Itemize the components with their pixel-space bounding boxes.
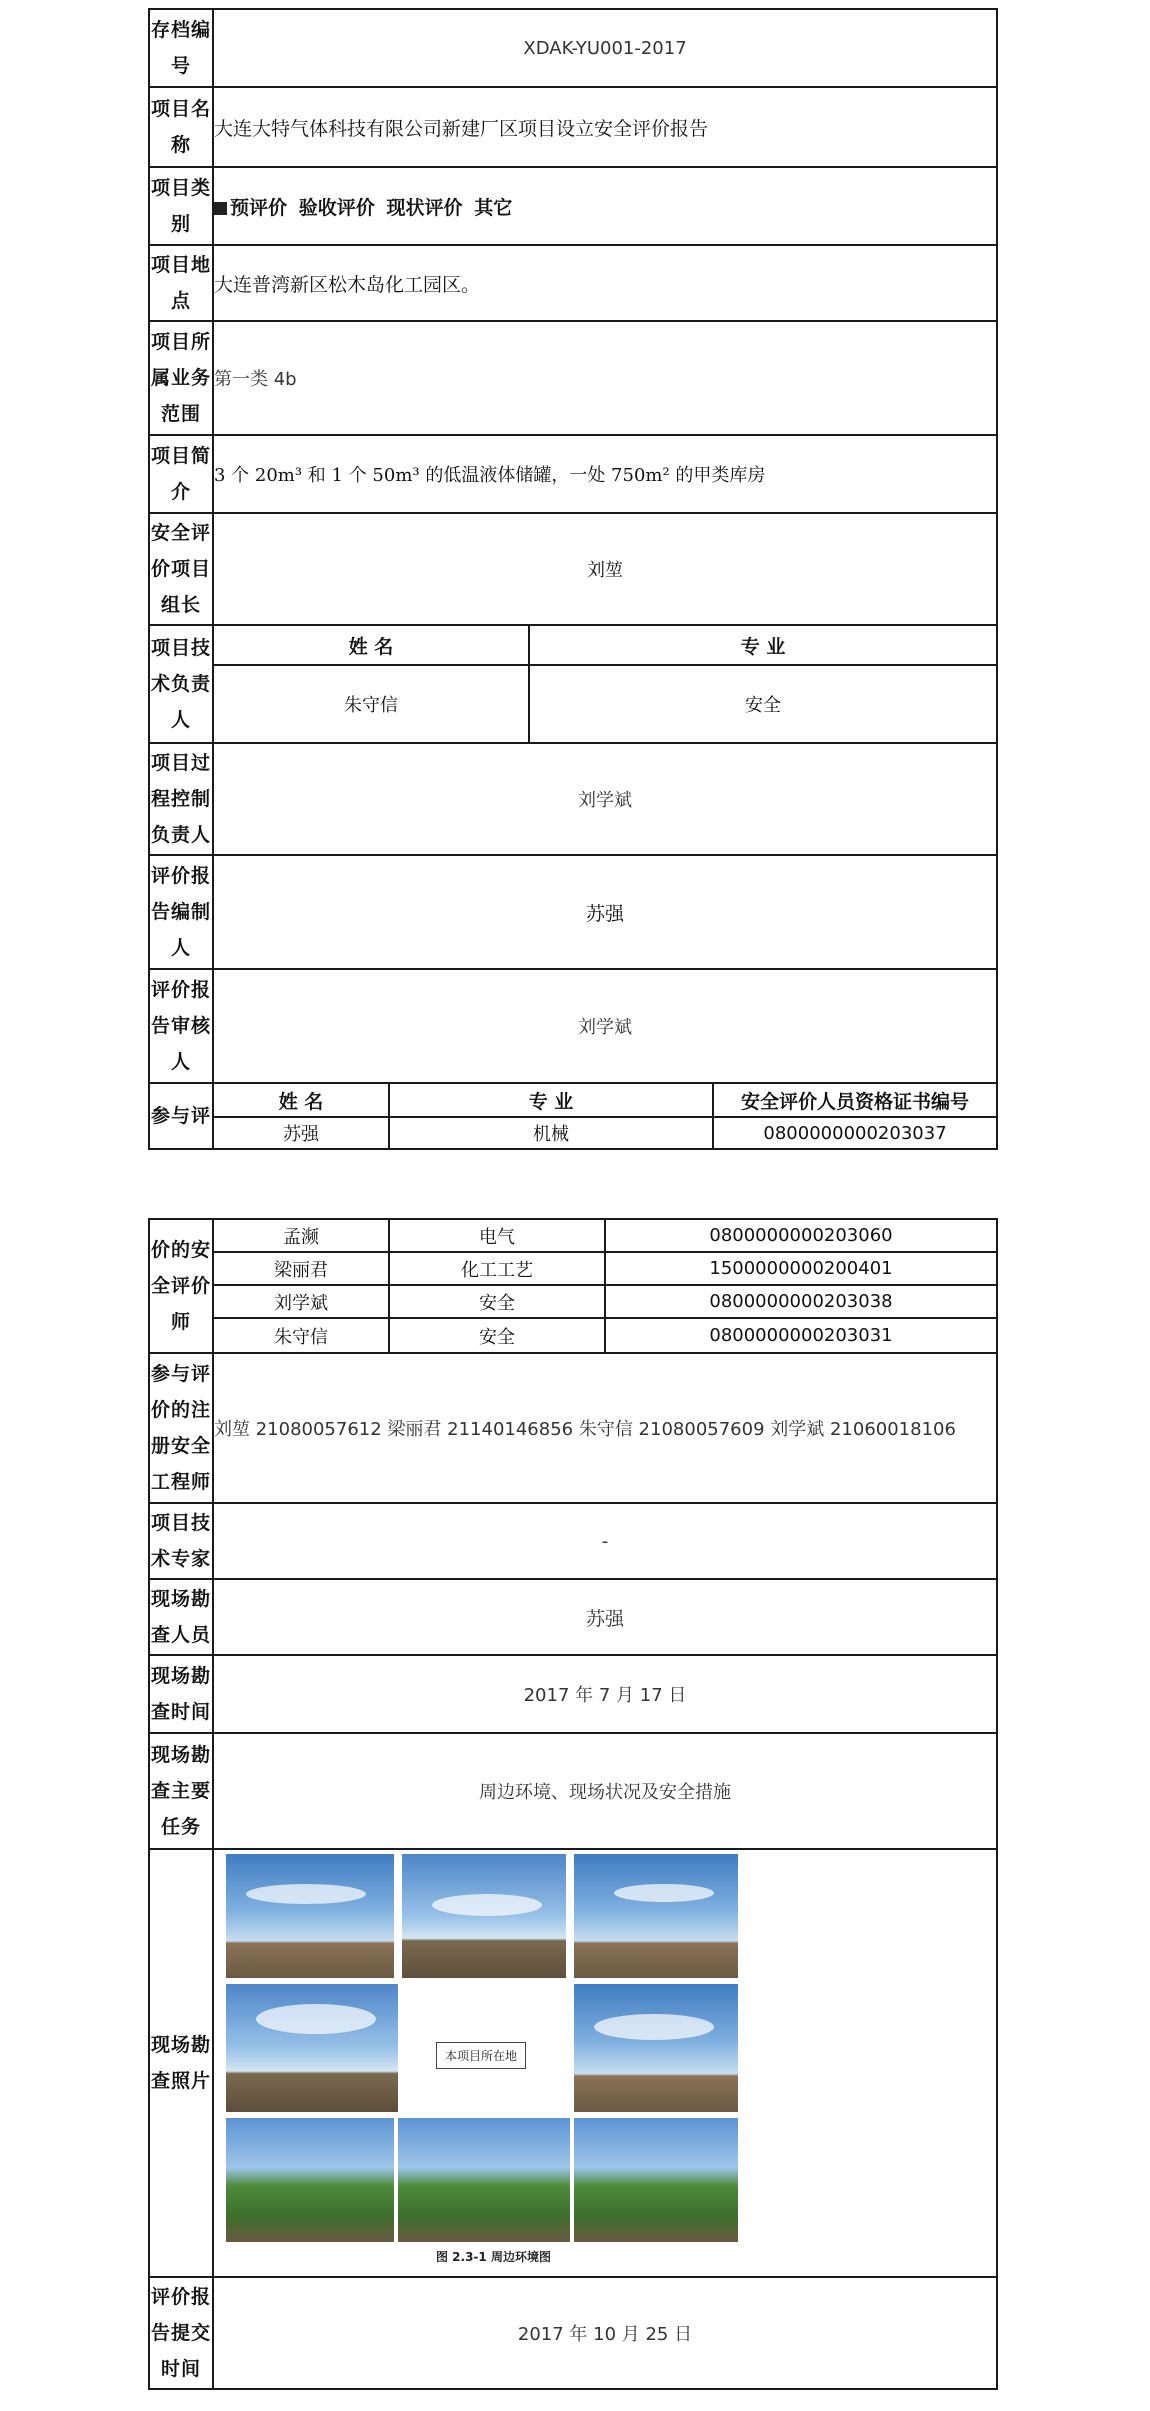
type-status-eval: 现状评价	[386, 196, 463, 219]
project-location-value: 大连普湾新区松木岛化工园区。	[213, 245, 997, 321]
site-photo	[574, 2118, 738, 2242]
survey-time-value: 2017 年 7 月 17 日	[213, 1655, 997, 1733]
project-name-label: 项目名称	[149, 87, 213, 167]
survey-time-label: 现场勘查时间	[149, 1655, 213, 1733]
project-brief-value: 3 个 20m³ 和 1 个 50m³ 的低温液体储罐，一处 750m² 的甲类库房	[213, 435, 997, 513]
site-photo-collage	[226, 1850, 746, 2275]
report-writer-label: 评价报告编制人	[149, 855, 213, 969]
participants-major-header: 专 业	[389, 1083, 713, 1117]
participant-name: 孟濒	[213, 1219, 389, 1252]
participant-cert: 1500000000200401	[605, 1252, 997, 1285]
site-photo	[226, 1854, 394, 1978]
evaluation-info-table-part2	[148, 1218, 998, 2390]
survey-task-value: 周边环境、现场状况及安全措施	[213, 1733, 997, 1849]
tech-lead-major-header: 专 业	[529, 625, 997, 665]
report-reviewer-label: 评价报告审核人	[149, 969, 213, 1083]
participant-name: 朱守信	[213, 1318, 389, 1353]
project-brief-label: 项目简介	[149, 435, 213, 513]
site-location-callout: 本项目所在地	[436, 2042, 526, 2069]
participant-name: 梁丽君	[213, 1252, 389, 1285]
process-control-value: 刘学斌	[213, 743, 997, 855]
participant-name: 苏强	[213, 1117, 389, 1149]
participants-cert-header: 安全评价人员资格证书编号	[713, 1083, 997, 1117]
process-control-label: 项目过程控制负责人	[149, 743, 213, 855]
photo-caption: 图 2.3-1 周边环境图	[436, 2250, 551, 2264]
evaluation-info-table-part1	[148, 8, 998, 1150]
site-photo	[402, 1854, 566, 1978]
tech-expert-value: -	[213, 1503, 997, 1579]
archive-no-value: XDAK-YU001-2017	[213, 9, 997, 87]
survey-staff-value: 苏强	[213, 1579, 997, 1655]
team-leader-label: 安全评价项目组长	[149, 513, 213, 625]
survey-staff-label: 现场勘查人员	[149, 1579, 213, 1655]
site-photo	[226, 1984, 398, 2112]
participant-major: 电气	[389, 1219, 605, 1252]
participant-cert: 0800000000203037	[713, 1117, 997, 1149]
business-scope-label: 项目所属业务范围	[149, 321, 213, 435]
report-writer-value: 苏强	[213, 855, 997, 969]
participant-major: 安全	[389, 1285, 605, 1318]
survey-task-label: 现场勘查主要任务	[149, 1733, 213, 1849]
participant-major: 机械	[389, 1117, 713, 1149]
participants-name-header: 姓 名	[213, 1083, 389, 1117]
participants-label: 参与评	[149, 1083, 213, 1149]
tech-lead-major: 安全	[529, 665, 997, 743]
site-photo	[226, 2118, 394, 2242]
project-name-value: 大连大特气体科技有限公司新建厂区项目设立安全评价报告	[213, 87, 997, 167]
survey-photo-label: 现场勘查照片	[149, 1849, 213, 2277]
submit-time-value: 2017 年 10 月 25 日	[213, 2277, 997, 2389]
project-type-options	[213, 167, 997, 245]
type-acceptance-eval: 验收评价	[298, 196, 375, 219]
participant-cert: 0800000000203031	[605, 1318, 997, 1353]
survey-photo-cell	[213, 1849, 997, 2277]
business-scope-value: 第一类 4b	[213, 321, 997, 435]
site-photo	[574, 1984, 738, 2112]
engineers-value: 刘堃 21080057612 梁丽君 21140146856 朱守信 21080057609 刘学斌 21060018106	[213, 1353, 997, 1503]
participant-cert: 0800000000203038	[605, 1285, 997, 1318]
site-photo	[574, 1854, 738, 1978]
participant-name: 刘学斌	[213, 1285, 389, 1318]
archive-no-label: 存档编号	[149, 9, 213, 87]
tech-lead-label: 项目技术负责人	[149, 625, 213, 743]
type-pre-eval: 预评价	[230, 196, 288, 219]
submit-time-label: 评价报告提交时间	[149, 2277, 213, 2389]
tech-lead-name-header: 姓 名	[213, 625, 529, 665]
checked-square-icon	[214, 202, 227, 215]
tech-expert-label: 项目技术专家	[149, 1503, 213, 1579]
tech-lead-name: 朱守信	[213, 665, 529, 743]
engineers-label: 参与评价的注册安全工程师	[149, 1353, 213, 1503]
project-location-label: 项目地点	[149, 245, 213, 321]
site-photo	[398, 2118, 570, 2242]
project-type-label: 项目类别	[149, 167, 213, 245]
participants-label-cont: 价的安全评价师	[149, 1219, 213, 1353]
participant-major: 化工工艺	[389, 1252, 605, 1285]
participant-major: 安全	[389, 1318, 605, 1353]
type-other: 其它	[474, 196, 513, 219]
participant-cert: 0800000000203060	[605, 1219, 997, 1252]
report-reviewer-value: 刘学斌	[213, 969, 997, 1083]
team-leader-value: 刘堃	[213, 513, 997, 625]
